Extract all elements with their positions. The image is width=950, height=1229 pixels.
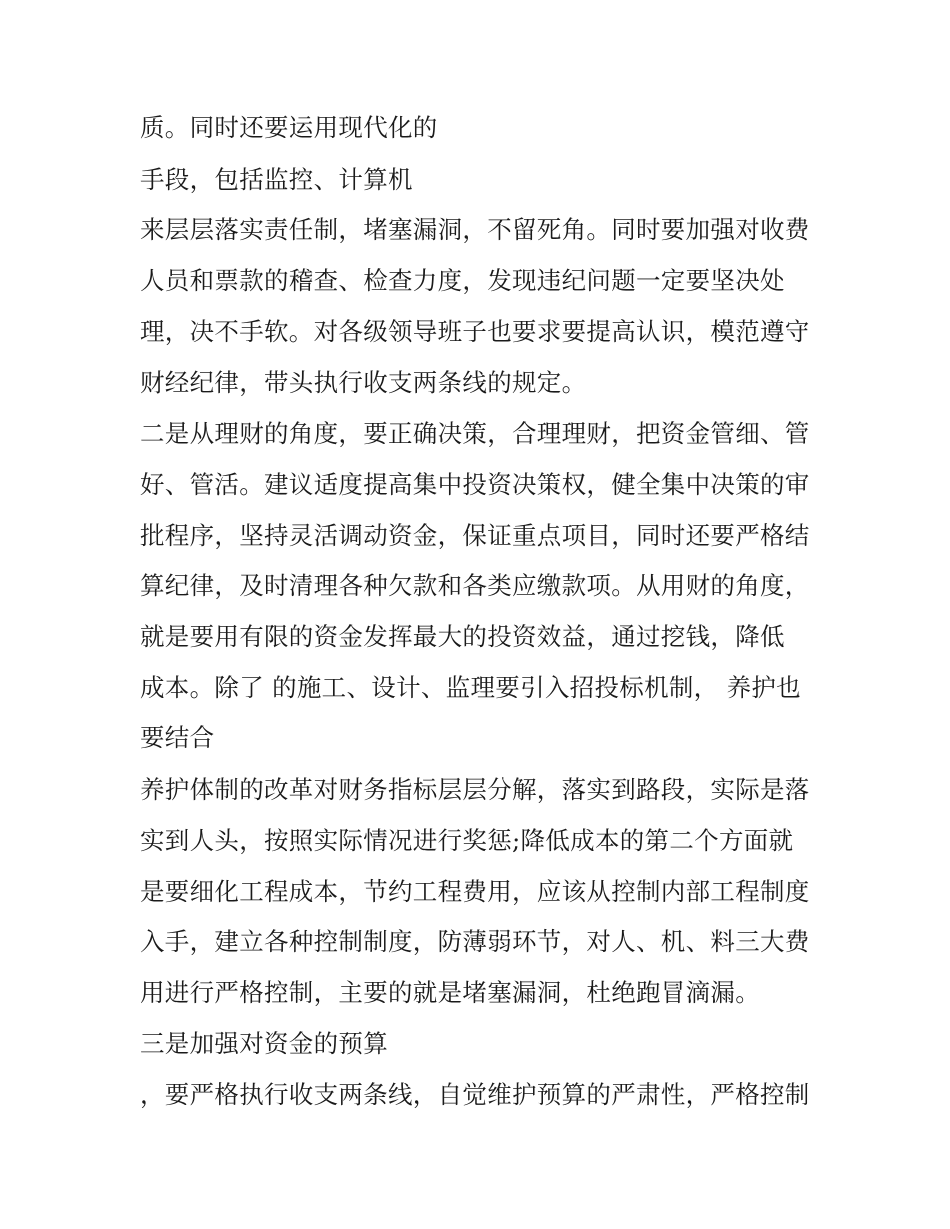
text-line: 三是加强对资金的预算 (140, 1029, 388, 1058)
text-line: 好、管活。建议适度提高集中投资决策权，健全集中决策的审 (140, 470, 810, 499)
text-line: 手段，包括监控、计算机 (140, 165, 413, 194)
text-line: 来层层落实责任制，堵塞漏洞，不留死角。同时要加强对收费 (140, 215, 810, 244)
text-line: 用进行严格控制，主要的就是堵塞漏洞，杜绝跑冒滴漏。 (140, 978, 760, 1007)
text-line: 批程序，坚持灵活调动资金，保证重点项目，同时还要严格结 (140, 521, 810, 550)
text-line: 成本。除了 的施工、设计、监理要引入招投标机制， 养护也 (140, 673, 801, 702)
text-line: 算纪律，及时清理各种欠款和各类应缴款项。从用财的角度， (140, 571, 810, 600)
text-line: 人员和票款的稽查、检查力度，发现违纪问题一定要坚决处 (140, 266, 785, 295)
text-line: 是要细化工程成本，节约工程费用，应该从控制内部工程制度 (140, 877, 810, 906)
text-line: 二是从理财的角度，要正确决策，合理理财，把资金管细、管 (140, 419, 810, 448)
text-line: ，要严格执行收支两条线，自觉维护预算的严肃性，严格控制 (140, 1080, 810, 1109)
text-line: 要结合 (140, 723, 215, 752)
text-line: 实到人头，按照实际情况进行奖惩;降低成本的第二个方面就 (140, 826, 794, 855)
text-line: 财经纪律，带头执行收支两条线的规定。 (140, 368, 587, 397)
text-line: 入手，建立各种控制制度，防薄弱环节，对人、机、料三大费 (140, 927, 810, 956)
text-line: 理，决不手软。对各级领导班子也要求要提高认识，模范遵守 (140, 317, 810, 346)
text-line: 养护体制的改革对财务指标层层分解，落实到路段，实际是落 (140, 775, 810, 804)
text-line: 就是要用有限的资金发挥最大的投资效益，通过挖钱，降低 (140, 622, 785, 651)
text-line: 质。同时还要运用现代化的 (140, 113, 438, 142)
